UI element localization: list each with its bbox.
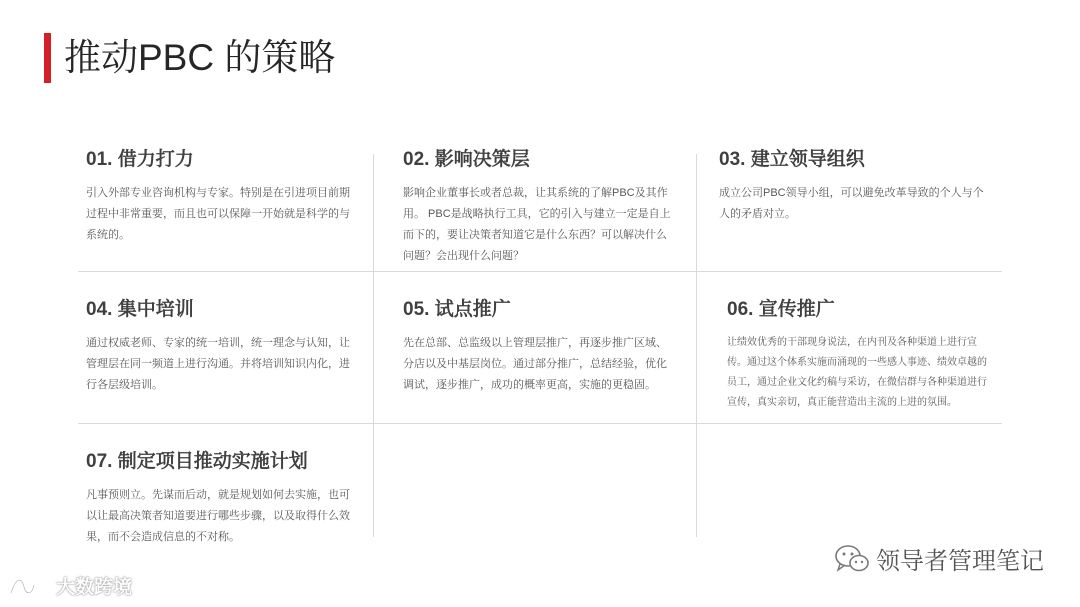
strategy-item-heading: 03. 建立领导组织 [719, 149, 865, 170]
strategy-item-heading: 04. 集中培训 [86, 299, 194, 320]
strategy-item-heading: 06. 宣传推广 [727, 299, 835, 320]
strategy-item-2 [403, 147, 675, 267]
watermark-right [834, 541, 1044, 576]
watermark-left-text: 大数跨境 [56, 577, 133, 598]
divider-h1 [78, 271, 1002, 272]
strategy-item-heading: 01. 借力打力 [86, 149, 194, 170]
page-title: 推动PBC 的策略 [64, 37, 336, 78]
strategy-item-body: 通过权威老师、专家的统一培训，统一理念与认知，让管理层在同一频道上进行沟通。并将培训知识内化，进行各层级培训。 [86, 337, 350, 391]
strategy-item-5 [403, 297, 675, 396]
strategy-item-body: 引入外部专业咨询机构与专家。特别是在引进项目前期过程中非常重要，而且也可以保障一开始就是科学的与系统的。 [86, 187, 350, 241]
watermark-right-text: 领导者管理笔记 [876, 548, 1044, 575]
strategy-item-1 [86, 147, 356, 246]
strategy-item-body: 先在总部、总监级以上管理层推广，再逐步推广区域、分店以及中基层岗位。通过部分推广，总结经验，优化调试，逐步推广，成功的概率更高，实施的更稳固。 [403, 337, 667, 391]
strategy-item-7 [86, 449, 356, 548]
strategy-item-heading: 02. 影响决策层 [403, 149, 530, 170]
strategy-item-4 [86, 297, 356, 396]
strategy-item-heading: 05. 试点推广 [403, 299, 511, 320]
strategy-item-body: 影响企业董事长或者总裁，让其系统的了解PBC及其作用。 PBC是战略执行工具，它的引入与建立一定是自上而下的，要让决策者知道它是什么东西？可以解决什么问题？会出现什么问题？ [403, 187, 671, 262]
watermark-left [8, 572, 132, 599]
divider-v1 [373, 154, 374, 537]
strategy-item-body: 凡事预则立。先谋而后动，就是规划如何去实施，也可以让最高决策者知道要进行哪些步骤，以及取得什么效果，而不会造成信息的不对称。 [86, 489, 350, 543]
strategy-item-heading: 07. 制定项目推动实施计划 [86, 451, 308, 472]
divider-h2 [78, 423, 1002, 424]
strategy-item-body: 让绩效优秀的干部现身说法，在内刊及各种渠道上进行宣传。通过这个体系实施而涌现的一些感人事迹、绩效卓越的员工，通过企业文化约稿与采访，在微信群与各种渠道进行宣传，真实亲切，真正能营造出主流的上进的氛围。 [727, 337, 987, 408]
strategy-item-3 [719, 147, 987, 225]
wechat-icon [834, 543, 870, 575]
divider-v2 [696, 154, 697, 537]
brand-logo-icon [8, 573, 52, 599]
strategy-item-body: 成立公司PBC领导小组，可以避免改革导致的个人与个人的矛盾对立。 [719, 187, 984, 220]
strategy-item-6 [727, 297, 989, 413]
